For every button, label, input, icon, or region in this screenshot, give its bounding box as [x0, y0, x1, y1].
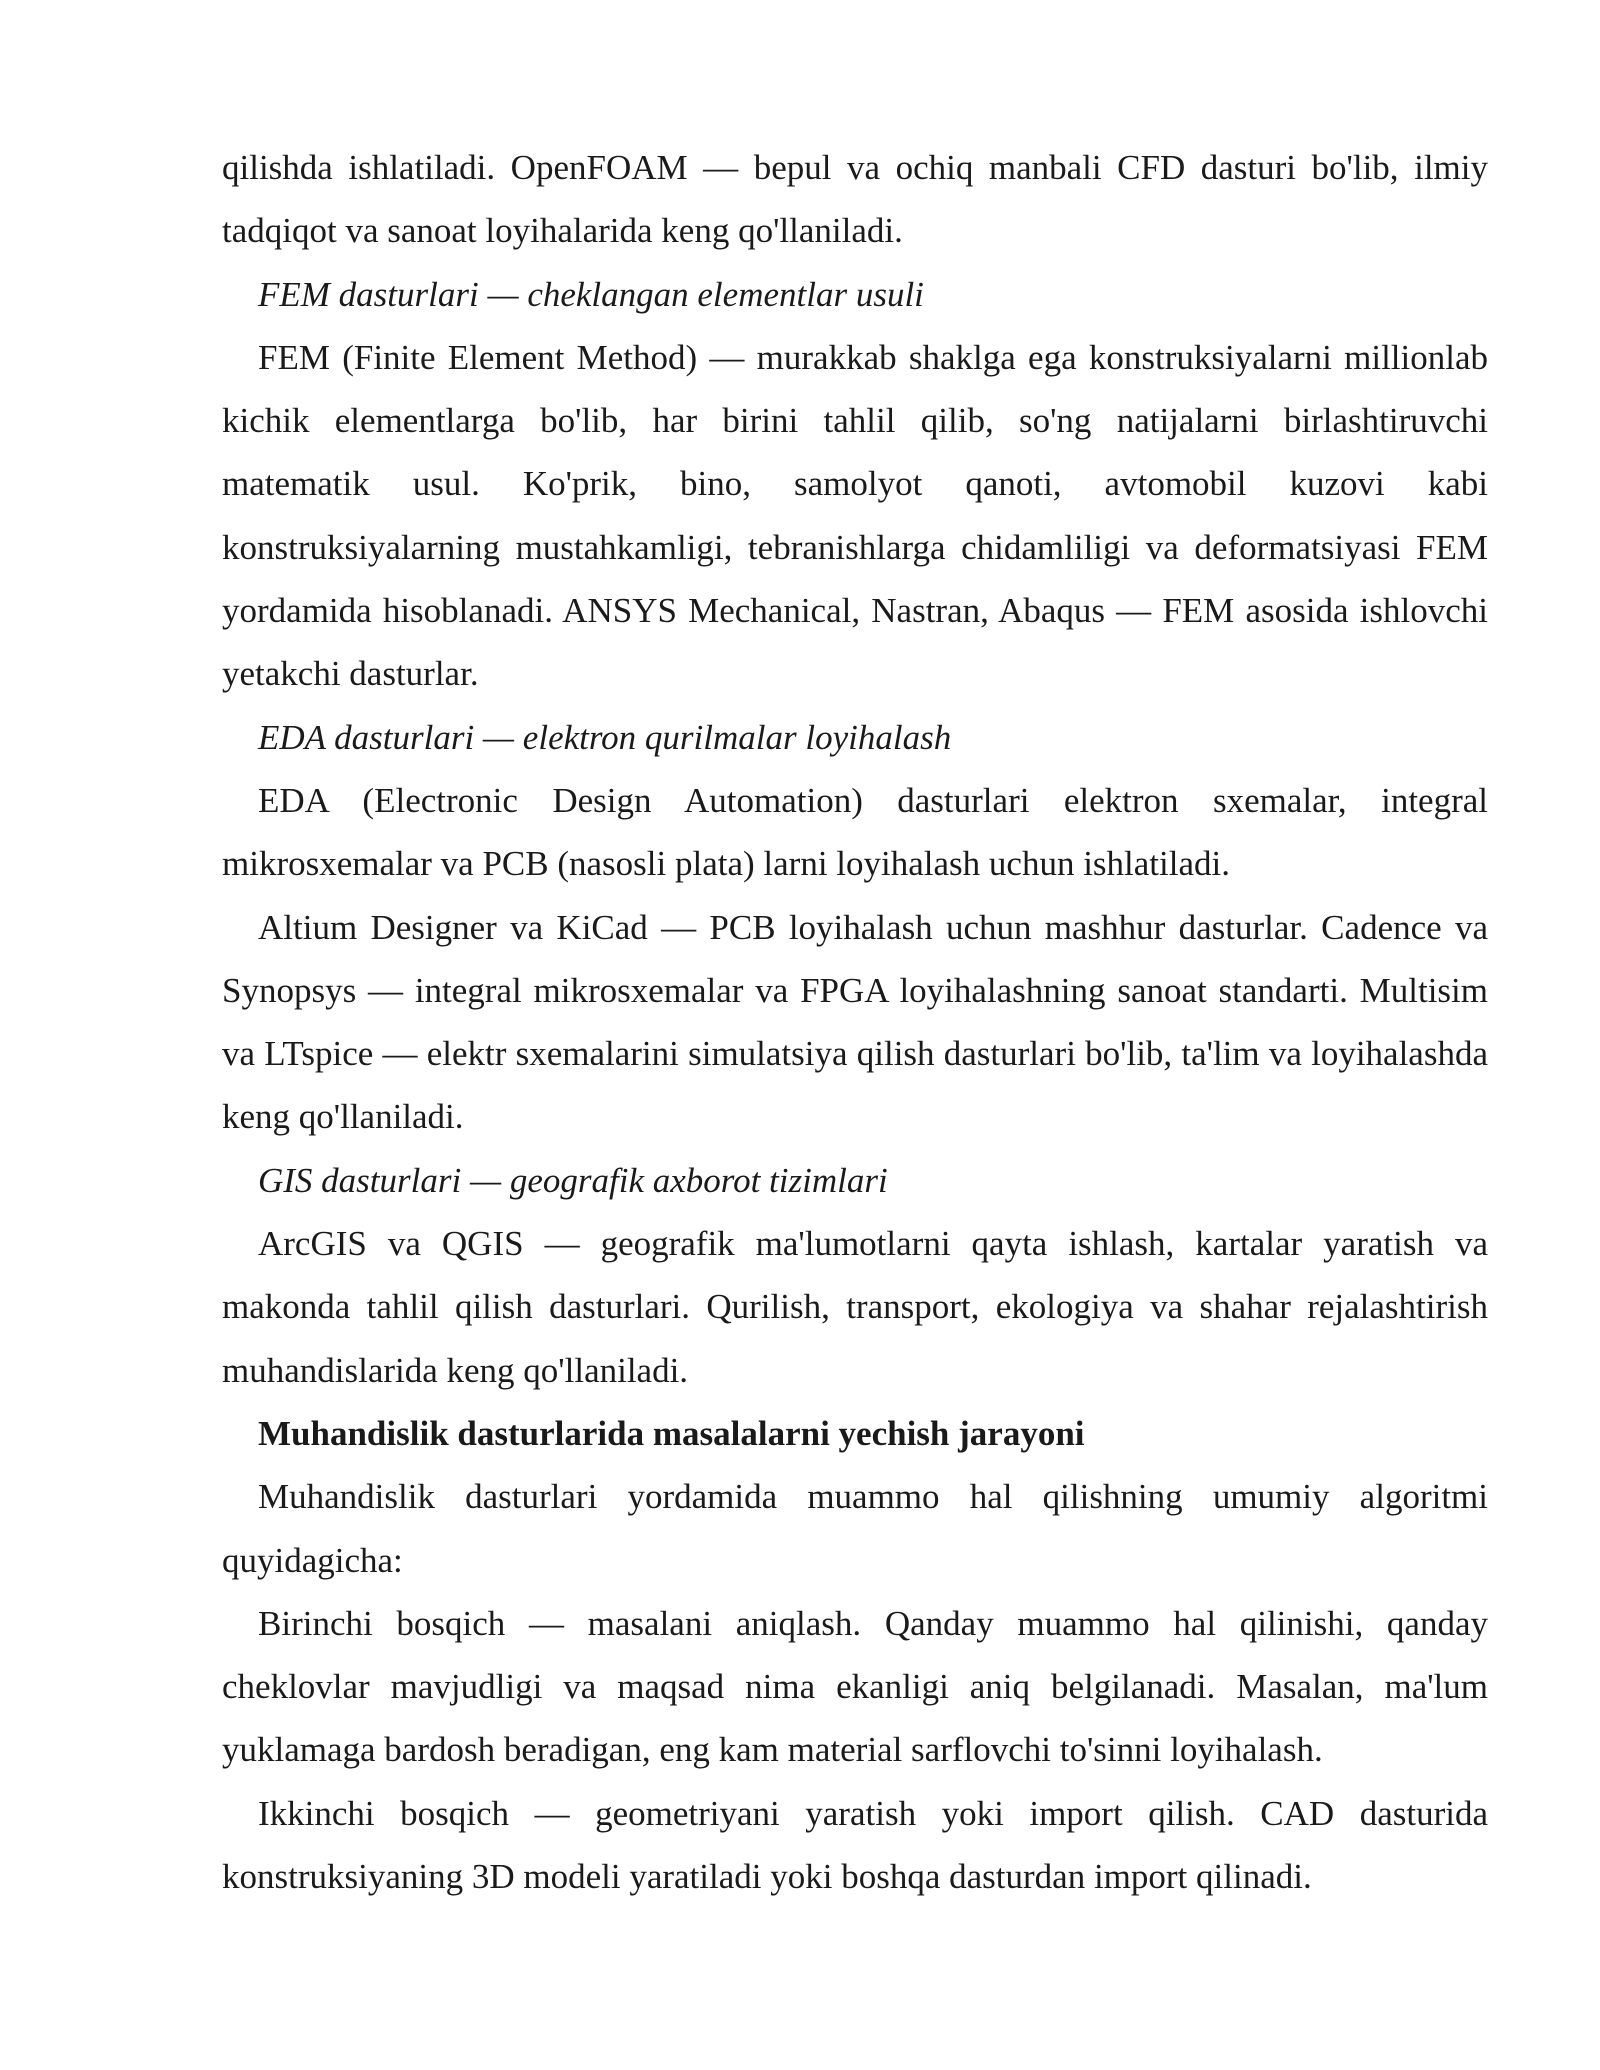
- paragraph-algorithm-intro: Muhandislik dasturlari yordamida muammo hal qilishning umumiy algoritmi quyidagicha:: [222, 1477, 1488, 1580]
- paragraph-gis: ArcGIS va QGIS — geografik ma'lumotlarni qayta ishlash, kartalar yaratish va makonda tahlil qilish dasturlari. Qurilish, transport, ekologiya va shahar rejalashtirish muhandislarida keng qo'llaniladi.: [222, 1224, 1488, 1390]
- subheading-fem: FEM dasturlari — cheklangan elementlar usuli: [258, 274, 924, 314]
- document-page: [222, 136, 1488, 1908]
- subheading-eda: EDA dasturlari — elektron qurilmalar loyihalash: [258, 717, 952, 757]
- paragraph-step-one: Birinchi bosqich — masalani aniqlash. Qanday muammo hal qilinishi, qanday cheklovlar mavjudligi va maqsad nima ekanligi aniq belgilanadi. Masalan, ma'lum yuklamaga bardosh beradigan, eng kam material sarflovchi to'sinni loyihalash.: [222, 1603, 1488, 1770]
- paragraph-openfoam: qilishda ishlatiladi. OpenFOAM — bepul va ochiq manbali CFD dasturi bo'lib, ilmiy tadqiqot va sanoat loyihalarida keng qo'llaniladi.: [222, 148, 1488, 251]
- paragraph-step-two: Ikkinchi bosqich — geometriyani yaratish yoki import qilish. CAD dasturida konstruksiyaning 3D modeli yaratiladi yoki boshqa dasturdan import qilinadi.: [222, 1793, 1488, 1897]
- subheading-gis: GIS dasturlari — geografik axborot tizimlari: [258, 1160, 888, 1200]
- paragraph-fem: FEM (Finite Element Method) — murakkab shaklga ega konstruksiyalarni millionlab kichik elementlarga bo'lib, har birini tahlil qilib, so'ng natijalarni birlashtiruvchi matematik usul. Ko'prik, bino, samolyot qanoti, avtomobil kuzovi kabi konstruksiyalarning mustahkamligi, tebranishlarga chidamliligi va deformatsiyasi FEM yordamida hisoblanadi. ANSYS Mechanical, Nastran, Abaqus — FEM asosida ishlovchi yetakchi dasturlar.: [222, 337, 1488, 694]
- section-heading-process: Muhandislik dasturlarida masalalarni yechish jarayoni: [258, 1413, 1085, 1453]
- paragraph-eda: EDA (Electronic Design Automation) dasturlari elektron sxemalar, integral mikrosxemalar va PCB (nasosli plata) larni loyihalash uchun ishlatiladi.: [222, 780, 1488, 884]
- paragraph-eda-tools: Altium Designer va KiCad — PCB loyihalash uchun mashhur dasturlar. Cadence va Synopsys — integral mikrosxemalar va FPGA loyihalashning sanoat standarti. Multisim va LTspice — elektr sxemalarini simulatsiya qilish dasturlari bo'lib, ta'lim va loyihalashda keng qo'llaniladi.: [222, 907, 1488, 1137]
